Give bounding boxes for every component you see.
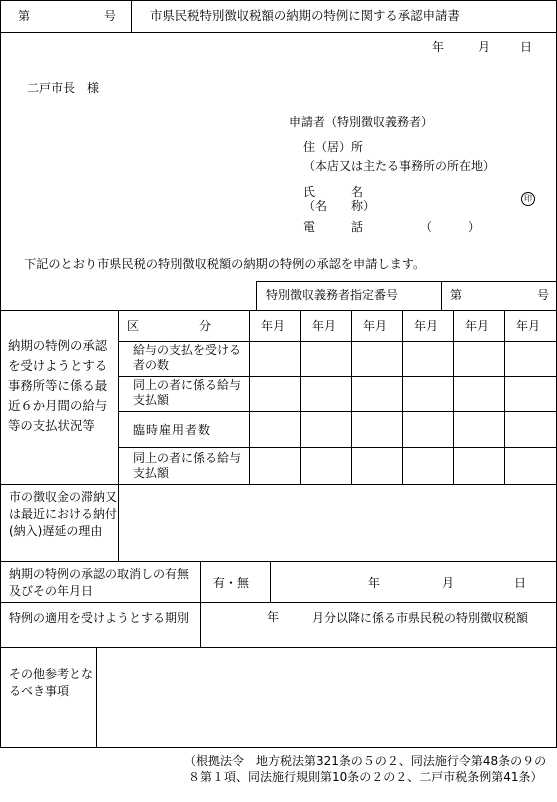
application-period-label: 特例の適用を受けようとする期別 xyxy=(9,611,190,625)
form-title: 市県民税特別徴収税額の納期の特例に関する承認申請書 xyxy=(150,8,460,23)
phone-paren: （ ） xyxy=(420,220,481,234)
legal-basis: （根拠法令 地方税法第321条の５の２、同法施行令第48条の９の８第１項、同法施行規則第10条の２の２、二戸市税条例第41条） xyxy=(184,754,547,784)
revocation-day: 日 xyxy=(514,576,527,590)
number-suffix: 号 xyxy=(104,9,117,23)
designation-prefix: 第 xyxy=(450,288,463,302)
month-header: 年月 xyxy=(363,319,388,333)
month-header: 年月 xyxy=(312,319,337,333)
number-prefix: 第 xyxy=(18,9,31,23)
date-day: 日 xyxy=(520,40,533,54)
revocation-month: 月 xyxy=(442,576,455,590)
payment-status-label: 納期の特例の承認を受けようとする事務所等に係る最近６か月間の給与等の支払状況等 xyxy=(8,338,108,433)
table-row-label: 臨時雇用者数 xyxy=(133,423,212,437)
designation-suffix: 号 xyxy=(537,288,550,302)
designation-left-line xyxy=(256,281,257,310)
seal-icon: 印 xyxy=(521,192,535,206)
revocation-yes-no: 有・無 xyxy=(213,576,250,590)
revocation-label: 納期の特例の承認の取消しの有無及びその年月日 xyxy=(9,567,190,598)
request-text: 下記のとおり市県民税の特別徴収税額の納期の特例の承認を申請します。 xyxy=(24,257,426,271)
delinquency-reason-label: 市の徴収金の滞納又は最近における納付(納入)遅延の理由 xyxy=(9,490,118,538)
application-period-year: 年 xyxy=(267,610,280,624)
month-header: 年月 xyxy=(516,319,541,333)
application-period-text: 月分以降に係る市県民税の特別徴収税額 xyxy=(312,611,529,625)
month-header: 年月 xyxy=(261,319,286,333)
name-sub-label: （名 称） xyxy=(303,199,376,213)
addressee: 二戸市長 様 xyxy=(27,81,100,95)
phone-label: 電 話 xyxy=(303,220,364,234)
header-divider xyxy=(131,0,132,33)
applicant-heading: 申請者（特別徴収義務者） xyxy=(289,115,434,129)
designation-label: 特別徴収義務者指定番号 xyxy=(266,288,399,302)
month-header: 年月 xyxy=(414,319,439,333)
category-header: 区 分 xyxy=(127,319,212,333)
date-year: 年 xyxy=(432,40,445,54)
table-row-label: 給与の支払を受ける者の数 xyxy=(133,343,242,372)
delinquency-divider xyxy=(118,484,119,561)
date-month: 月 xyxy=(478,40,491,54)
table-label-divider xyxy=(118,310,119,484)
month-header: 年月 xyxy=(465,319,490,333)
table-top-line xyxy=(0,310,557,311)
address-note: （本店又は主たる事務所の所在地） xyxy=(303,159,496,173)
name-label: 氏 名 xyxy=(303,185,364,199)
designation-top-line xyxy=(256,281,557,282)
table-row-label: 同上の者に係る給与支払額 xyxy=(133,378,242,407)
table-bottom-line xyxy=(0,484,557,485)
revocation-year: 年 xyxy=(368,576,381,590)
other-notes-label: その他参考となるべき事項 xyxy=(9,667,94,698)
address-label: 住（居）所 xyxy=(303,140,364,154)
table-row-label: 同上の者に係る給与支払額 xyxy=(133,451,242,480)
designation-divider xyxy=(441,281,442,310)
